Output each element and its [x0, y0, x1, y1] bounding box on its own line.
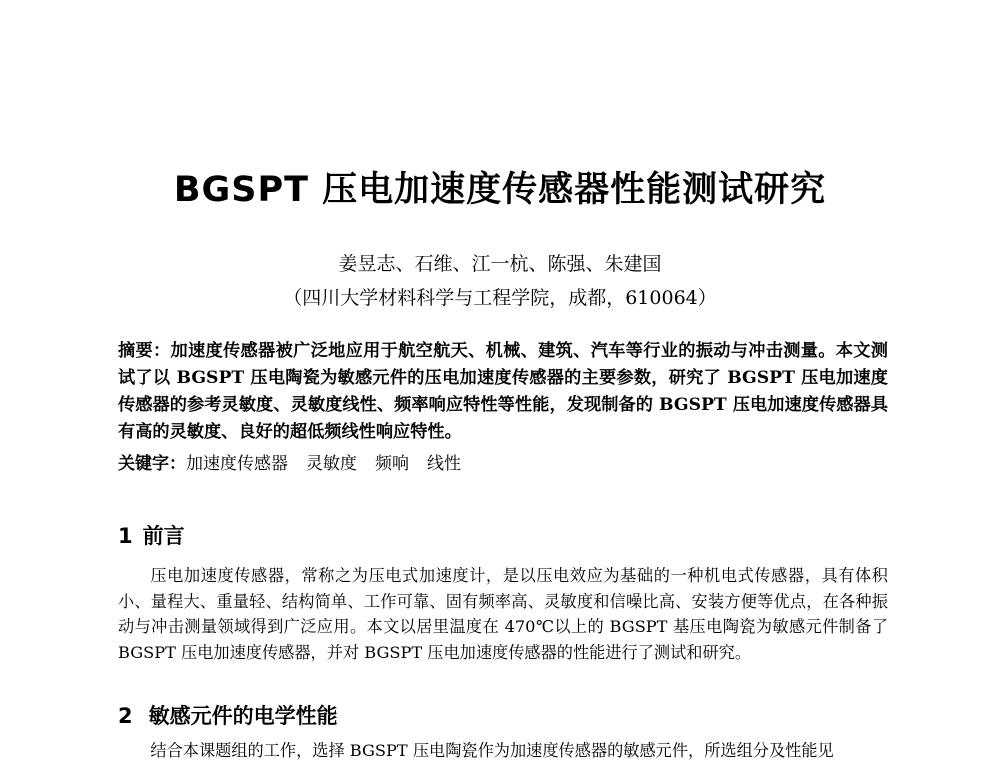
section-title: 敏感元件的电学性能 [148, 704, 338, 728]
section-number: 1 [118, 524, 133, 548]
section-paragraph-introduction: 压电加速度传感器，常称之为压电式加速度计，是以压电效应为基础的一种机电式传感器，具有体积小、量程大、重量轻、结构简单、工作可靠、固有频率高、灵敏度和信噪比高、安装方便等优点，在各种振动与冲击测量领域得到广泛应用。本文以居里温度在 470℃以上的 BGSPT 基压电陶瓷为敏感元件制备了 BGSPT 压电加速度传感器，并对 BGSPT 压电加速度传感器的性能进行了测试和研究。 [118, 566, 888, 662]
section-heading-electrical-properties [118, 700, 338, 730]
keyword: 频响 [375, 454, 409, 474]
keyword: 灵敏度 [306, 454, 357, 474]
section-paragraph-electrical-properties: 结合本课题组的工作，选择 BGSPT 压电陶瓷作为加速度传感器的敏感元件，所选组分及性能见 [150, 741, 834, 760]
section-title: 前言 [142, 524, 185, 548]
keyword: 加速度传感器 [186, 454, 288, 474]
author-list: 姜昱志、石维、江一杭、陈强、朱建国 [338, 253, 662, 275]
keyword: 线性 [427, 454, 461, 474]
paper-title: BGSPT 压电加速度传感器性能测试研究 [173, 170, 827, 210]
section-heading-introduction [118, 520, 185, 550]
abstract: 摘要：加速度传感器被广泛地应用于航空航天、机械、建筑、汽车等行业的振动与冲击测量。本文测试了以 BGSPT 压电陶瓷为敏感元件的压电加速度传感器的主要参数，研究了 BGSPT 压电加速度传感器的参考灵敏度、灵敏度线性、频率响应特性等性能，发现制备的 BGSPT 压电加速度传感器具有高的灵敏度、良好的超低频线性响应特性。 [118, 341, 888, 442]
affiliation: （四川大学材料科学与工程学院，成都，610064） [283, 287, 717, 309]
keywords [118, 451, 888, 478]
keywords-label: 关键字： [118, 454, 186, 474]
section-number: 2 [118, 704, 133, 728]
